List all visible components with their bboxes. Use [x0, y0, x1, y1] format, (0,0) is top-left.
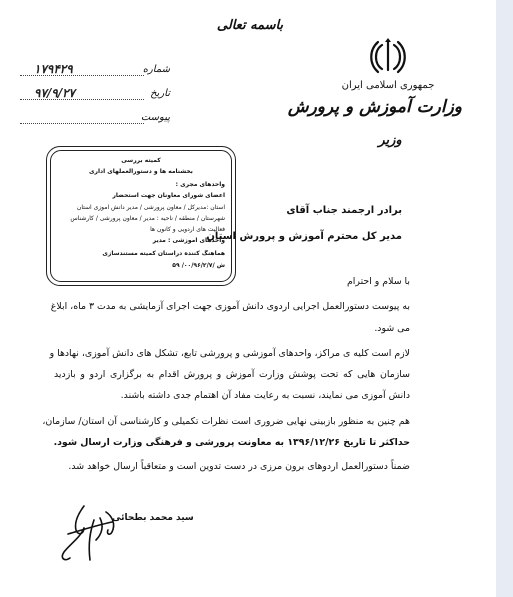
- dotted-line: [20, 123, 144, 124]
- stamp-line: فعالیت های اردویی و کانون ها: [150, 226, 225, 233]
- letter-date-row: [20, 88, 170, 106]
- stamp-line: کمیته بررسی: [121, 157, 161, 164]
- letter-number-row: [20, 64, 170, 82]
- handwritten-signature: [54, 500, 126, 568]
- attachment-label: پیوست: [140, 112, 170, 123]
- republic-title: جمهوری اسلامی ایران: [341, 80, 435, 91]
- stamp-line: واحدهای آموزشی : مدیر: [152, 237, 225, 244]
- body-line: لازم است کلیه ی مراکز، واحدهای آموزشی و پرورشی تابع، تشکل های دانش آموزی، نهادها و: [49, 348, 410, 359]
- number-label: شماره: [142, 64, 170, 75]
- recipient-name-line: برادر ارجمند جناب آقای: [286, 205, 402, 216]
- stamp-line: اعضای شورای معاونان جهت استحضار: [112, 192, 225, 199]
- letter-date: ۹۷/۹/۲۷: [34, 86, 75, 100]
- stamp-line: استان :مدیرکل / معاون پرورشی / مدیر دانش آموزی استان: [76, 204, 225, 211]
- signatory-name: سید محمد بطحائی: [112, 513, 194, 523]
- stamp-line: بخشنامه ها و دستورالعملهای اداری: [89, 168, 193, 175]
- ministry-title: وزارت آموزش و پرورش: [287, 97, 462, 117]
- minister-title: وزیر: [378, 133, 402, 148]
- stamp-line: ش /۰۰/۹۶/۲/۷/ ۵۹: [172, 262, 225, 269]
- stamp-line: هماهنگ کننده دراستان کمیته مستندسازی: [102, 250, 225, 257]
- iran-emblem-icon: [368, 36, 408, 76]
- stamp-line: شهرستان / منطقه / ناحیه : مدیر / معاون پرورشی / کارشناس: [70, 215, 225, 222]
- body-line: می شود.: [374, 323, 410, 334]
- letter-number: ۱۷۹۴۲۹: [34, 62, 73, 76]
- greeting: با سلام و احترام: [347, 276, 410, 287]
- body-line: به پیوست دستورالعمل اجرایی اردوی دانش آموزی جهت اجرای آزمایشی به مدت ۳ ماه، ابلاغ: [50, 301, 410, 312]
- body-line: دانش آموزی می نمایند، نسبت به رعایت مفاد آن اهتمام جدی داشته باشند.: [120, 390, 410, 401]
- body-line: حداکثر تا تاریخ ۱۳۹۶/۱۲/۲۶ به معاونت پرورشی و فرهنگی وزارت ارسال شود.: [53, 437, 410, 448]
- invocation-heading: باسمه تعالی: [216, 18, 284, 33]
- stamp-line: واحدهای مجری :: [175, 181, 225, 188]
- committee-stamp: [46, 146, 236, 286]
- attachment-row: [20, 112, 170, 130]
- recipient-title-line: مدیر کل محترم آموزش و پرورش استان: [206, 231, 402, 242]
- date-label: تاریخ: [150, 88, 170, 99]
- body-line: سازمان هایی که تحت پوشش وزارت آموزش و پرورش اقدام به برگزاری اردو و بازدید: [54, 369, 410, 380]
- viewer-side-panel: [496, 0, 513, 597]
- body-line: هم چنین به منظور بازبینی نهایی ضروری است نظرات تکمیلی و کارشناسی آن استان/ سازمان،: [42, 416, 410, 427]
- body-line: ضمناً دستورالعمل اردوهای برون مرزی در دست تدوین است و متعاقباً ارسال خواهد شد.: [68, 461, 410, 472]
